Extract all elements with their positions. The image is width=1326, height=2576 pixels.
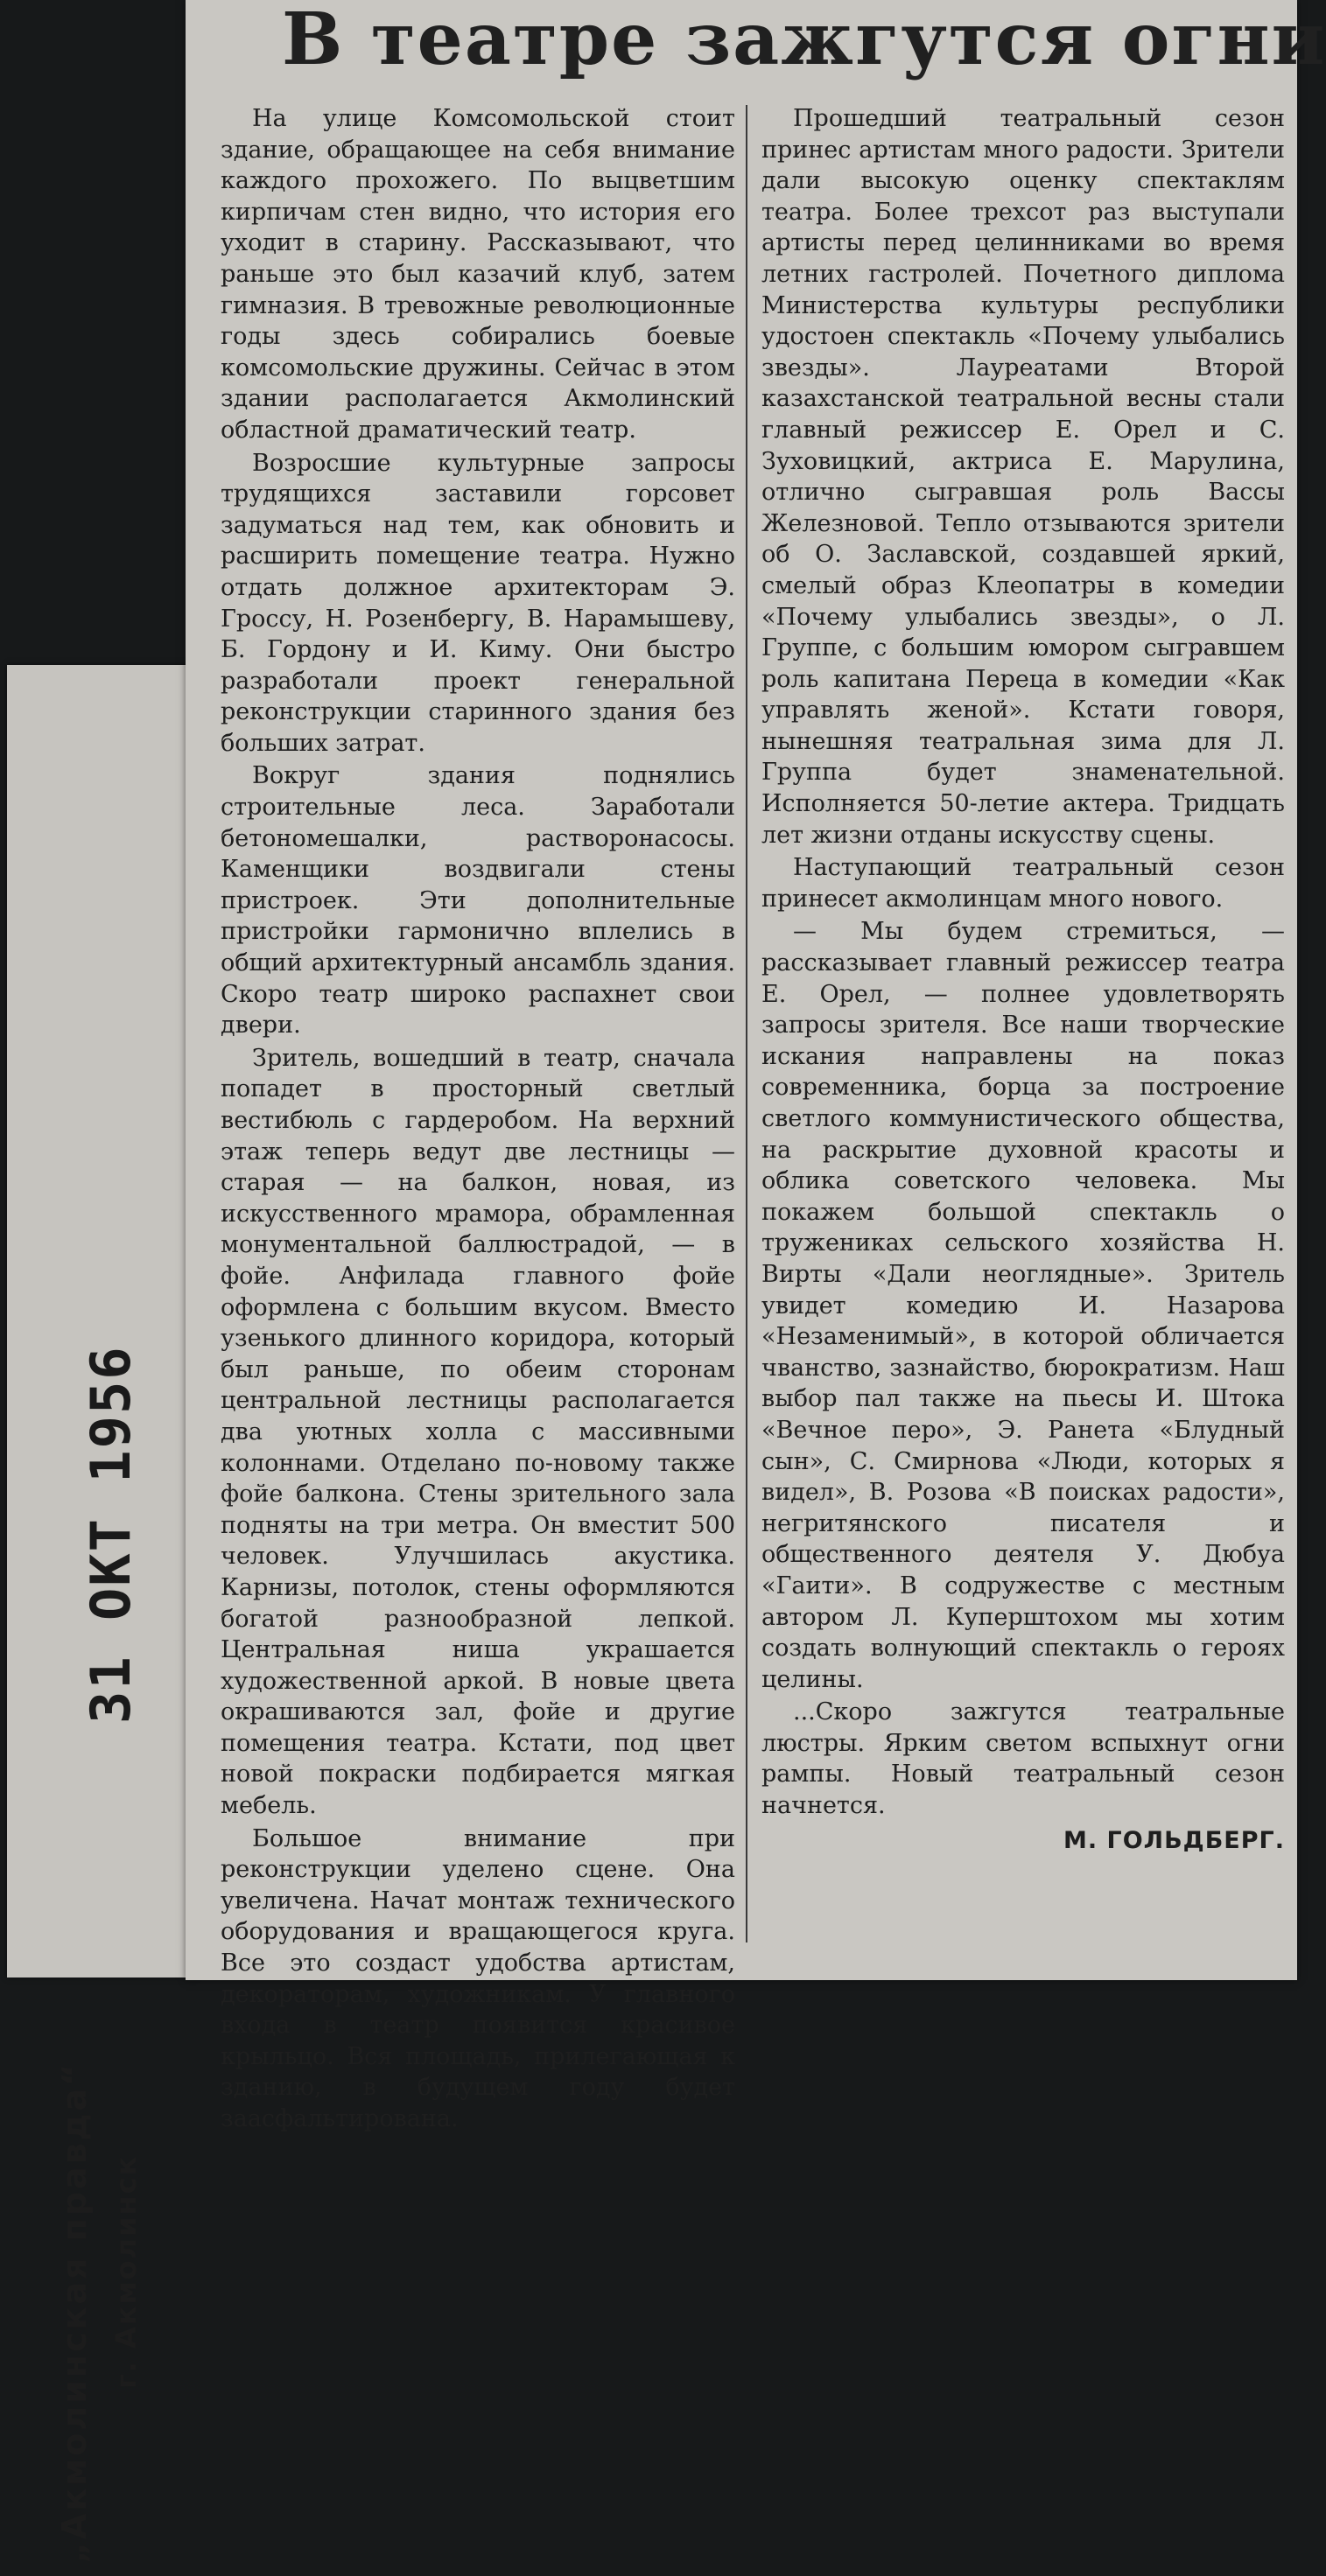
newspaper-name: „Акмолинская правда“	[55, 2061, 94, 2564]
stamp-clipping	[7, 665, 196, 2564]
article-column-left	[221, 103, 735, 2132]
city-name: г. Акмолинск	[109, 2154, 143, 2389]
paragraph: На улице Комсомольской стоит здание, обращающее на себя внимание каждого прохожего. По выцветшим кирпичам стен видно, что история его уходит в старину. Рассказывают, что раньше это был казачий клуб, затем гимназия. В тревожные революционные годы здесь собирались боевые комсомольские дружины. Сейчас в этом здании располагается Акмолинский областной драматический театр.	[221, 105, 735, 444]
author-signature: М. ГОЛЬДБЕРГ.	[1063, 1826, 1285, 1854]
paragraph: Вокруг здания поднялись строительные леса. Заработали бетономешалки, растворонасосы. Каменщики воздвигали стены пристроек. Эти дополнительные пристройки гармонично вплелись в общий архитектурный ансамбль здания. Скоро театр широко распахнет свои двери.	[221, 762, 735, 1040]
paragraph: ...Скоро зажгутся театральные люстры. Ярким светом вспыхнут огни рампы. Новый театральный сезон начнется.	[761, 1698, 1285, 1820]
paragraph: Большое внимание при реконструкции уделено сцене. Она увеличена. Начат монтаж технического оборудования и вращающегося круга. Все это создаст удобства артистам, декораторам, художникам. У главного входа в театр появится красивое крыльцо. Вся площадь, прилегающая к зданию, в будущем году будет заасфальтирована.	[221, 1824, 735, 2132]
paragraph: Наступающий театральный сезон принесет акмолинцам много нового.	[761, 854, 1285, 913]
paragraph: Зритель, вошедший в театр, сначала попадет в просторный светлый вестибюль с гардеробом. На верхний этаж теперь ведут две лестницы — старая — на балкон, новая, из искусственного мрамора, обрамленная монументальной баллюстрадой, — в фойе. Анфилада главного фойе оформлена с большим вкусом. Вместо узенького длинного коридора, который был раньше, по обеим сторонам центральной лестницы располагается два уютных холла с массивными колоннами. Отделано по-новому также фойе балкона. Стены зрительного зала подняты на три метра. Он вместит 500 человек. Улучшилась акустика. Карнизы, потолок, стены оформляются богатой разнообразной лепкой. Центральная ниша украшается художественной аркой. В новые цвета окрашиваются зал, фойе и другие помещения театра. Кстати, под цвет новой покраски подбирается мягкая мебель.	[221, 1044, 735, 1820]
date-stamp-text: 31 ОКТ 1956	[79, 1345, 143, 1724]
column-divider	[746, 105, 747, 1942]
paragraph: — Мы будем стремиться, — рассказывает главный режиссер театра Е. Орел, — полнее удовлетворять запросы зрителя. Все наши творческие искания направлены на показ современника, борца за построение светлого коммунистического общества, на раскрытие духовной красоты и облика советского человека. Мы покажем большой спектакль о тружениках сельского хозяйства Н. Вирты «Дали неоглядные». Зритель увидет комедию И. Назарова «Незаменимый», в которой обличается чванство, зазнайство, бюрократизм. Наш выбор пал также на пьесы И. Штока «Вечное перо», Э. Ранета «Блудный сын», С. Смирнова «Люди, которых я видел», В. Розова «В поисках радости», негритянского писателя и общественного деятеля У. Дюбуа «Гаити». В содружестве с местным автором Л. Куперштохом мы хотим создать волнующий спектакль о героях целины.	[761, 918, 1285, 1693]
headline: В театре зажгутся огни	[282, 0, 1326, 81]
paragraph: Возросшие культурные запросы трудящихся заставили горсовет задуматься над тем, как обновить и расширить помещение театра. Нужно отдать должное архитекторам Э. Гроссу, Н. Розенбергу, В. Нарамышеву, Б. Гордону и И. Киму. Они быстро разработали проект генеральной реконструкции старинного здания без больших затрат.	[221, 449, 735, 757]
article-column-right	[761, 103, 1285, 1923]
date-stamp	[60, 1345, 165, 1732]
city-stamp	[99, 1960, 151, 2398]
paragraph: Прошедший театральный сезон принес артистам много радости. Зрители дали высокую оценку спектаклям театра. Более трехсот раз выступали артисты перед целинниками во время летних гастролей. Почетного диплома Министерства культуры республики удостоен спектакль «Почему улыбались звезды». Лауреатами Второй казахстанской театральной весны стали главный режиссер Е. Орел и С. Зуховицкий, актриса Е. Марулина, отлично сыгравшая роль Вассы Железновой. Тепло отзываются зрители об О. Заславской, создавшей яркий, смелый образ Клеопатры в комедии «Почему улыбались звезды», о Л. Группе, с большим юмором сыгравшем роль капитана Переца в комедии «Как управлять женой». Кстати говоря, нынешняя театральная зима для Л. Группа будет знаменательной. Исполняется 50-летие актера. Тридцать лет жизни отданы искусству сцены.	[761, 105, 1285, 849]
article-clipping	[186, 0, 1326, 2132]
